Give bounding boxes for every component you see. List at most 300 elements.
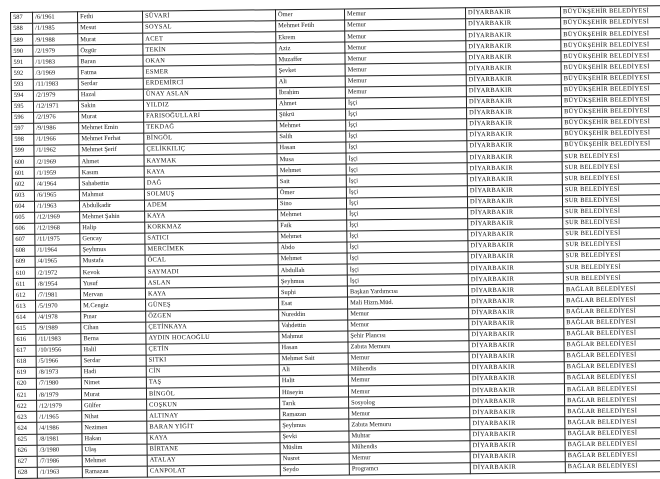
father-name-cell: Ramazan [280, 408, 349, 420]
first-name-cell: Mehmet Şerif [79, 144, 144, 156]
province-cell: DİYARBAKIR [469, 373, 564, 385]
birth-date-cell: /1/1963 [34, 200, 79, 212]
province-cell: DİYARBAKIR [466, 29, 561, 41]
row-number-cell: 601 [12, 168, 34, 179]
surname-cell: AYDIN HOCAOĞLU [146, 331, 279, 343]
position-cell: Memur [349, 407, 470, 419]
birth-date-cell: /1/1962 [34, 145, 79, 157]
province-cell: DİYARBAKIR [467, 151, 562, 163]
row-number-cell: 627 [15, 456, 37, 467]
birth-date-cell: /1/1985 [33, 23, 78, 35]
surname-cell: ASLAN [145, 276, 278, 288]
father-name-cell: Ahmet [276, 98, 345, 110]
position-cell: Mali Hizm.Müd. [348, 296, 469, 308]
province-cell: DİYARBAKIR [467, 118, 562, 130]
father-name-cell: Mehmet [278, 231, 347, 243]
father-name-cell: Hüseyin [279, 386, 348, 398]
first-name-cell: Mahmut [79, 189, 144, 201]
surname-cell: YILDIZ [143, 98, 276, 110]
surname-cell: SOLMUŞ [144, 187, 277, 199]
surname-cell: TEKDAĞ [144, 121, 277, 133]
province-cell: DİYARBAKIR [469, 362, 564, 374]
surname-cell: KORKMAZ [145, 220, 278, 232]
first-name-cell: Hakan [82, 433, 147, 445]
row-number-cell: 619 [14, 367, 36, 378]
row-number-cell: 591 [11, 57, 33, 68]
row-number-cell: 620 [14, 378, 36, 389]
surname-cell: SAYMADI [145, 265, 278, 277]
position-cell: İşçi [347, 252, 468, 264]
surname-cell: SÜVARİ [142, 10, 275, 22]
province-cell: DİYARBAKIR [469, 384, 564, 396]
position-cell: Memur [348, 374, 469, 386]
surname-cell: BİNGÖL [146, 387, 279, 399]
first-name-cell: Gülfer [82, 399, 147, 411]
position-cell: Memur [345, 74, 466, 86]
institution-cell: BAĞLAR BELEDİYESİ [565, 460, 660, 472]
institution-cell: BÜYÜKŞEHİR BELEDİYESİ [562, 139, 660, 151]
row-number-cell: 608 [13, 245, 35, 256]
first-name-cell: Mervan [80, 288, 145, 300]
province-cell: DİYARBAKIR [468, 262, 563, 274]
institution-cell: BÜYÜKŞEHİR BELEDİYESİ [562, 117, 660, 129]
province-cell: DİYARBAKIR [467, 107, 562, 119]
institution-cell: BAĞLAR BELEDİYESİ [564, 349, 660, 361]
first-name-cell: Hadi [81, 366, 146, 378]
surname-cell: ESMER [143, 65, 276, 77]
institution-cell: BÜYÜKŞEHİR BELEDİYESİ [561, 39, 660, 51]
birth-date-cell: /6/1961 [33, 12, 78, 24]
institution-cell: BAĞLAR BELEDİYESİ [565, 449, 660, 461]
birth-date-cell: /5/1966 [36, 356, 81, 368]
father-name-cell: Mehmet Fetih [276, 20, 345, 32]
province-cell: DİYARBAKIR [466, 51, 561, 63]
father-name-cell: Abdo [278, 242, 347, 254]
row-number-cell: 599 [12, 145, 34, 156]
province-cell: DİYARBAKIR [470, 395, 565, 407]
birth-date-cell: /1/1964 [35, 245, 80, 257]
surname-cell: CİN [146, 365, 279, 377]
row-number-cell: 596 [12, 112, 34, 123]
surname-cell: ÇETİN [146, 343, 279, 355]
institution-cell: BÜYÜKŞEHİR BELEDİYESİ [562, 105, 660, 117]
first-name-cell: Mehmet Şahin [80, 211, 145, 223]
position-cell: Memur [345, 41, 466, 53]
surname-cell: CANPOLAT [147, 465, 280, 477]
province-cell: DİYARBAKIR [467, 140, 562, 152]
first-name-cell: Ahmet [79, 155, 144, 167]
birth-date-cell: /1/1959 [34, 167, 79, 179]
row-number-cell: 594 [11, 90, 33, 101]
surname-cell: KAYA [147, 431, 280, 443]
surname-cell: ÇETİNKAYA [146, 320, 279, 332]
father-name-cell: Ali [276, 76, 345, 88]
birth-date-cell: /11/1983 [33, 78, 78, 90]
birth-date-cell: /7/1981 [35, 289, 80, 301]
first-name-cell: Abdulkadir [79, 200, 144, 212]
first-name-cell: Mustafa [80, 255, 145, 267]
institution-cell: BAĞLAR BELEDİYESİ [564, 316, 660, 328]
row-number-cell: 606 [13, 223, 35, 234]
surname-cell: MERCİMEK [145, 243, 278, 255]
institution-cell: BÜYÜKŞEHİR BELEDİYESİ [561, 28, 660, 40]
first-name-cell: Pınar [81, 311, 146, 323]
position-cell: Sosyolog [349, 396, 470, 408]
first-name-cell: Yusuf [80, 277, 145, 289]
institution-cell: BÜYÜKŞEHİR BELEDİYESİ [560, 6, 660, 18]
position-cell: Şehir Plancısı [348, 329, 469, 341]
father-name-cell: Ömer [277, 186, 346, 198]
father-name-cell: Hasan [279, 342, 348, 354]
birth-date-cell: /8/1979 [36, 389, 81, 401]
position-cell: İşçi [347, 230, 468, 242]
institution-cell: SUR BELEDİYESİ [563, 250, 660, 262]
position-cell: Zabıta Memuru [349, 418, 470, 430]
first-name-cell: Mehmet [82, 455, 147, 467]
surname-cell: BARAN YİĞİT [147, 420, 280, 432]
institution-cell: SUR BELEDİYESİ [562, 183, 660, 195]
surname-cell: KAYMAK [144, 154, 277, 166]
row-number-cell: 623 [15, 412, 37, 423]
birth-date-cell: /7/1980 [36, 378, 81, 390]
table-body [11, 6, 660, 479]
row-number-cell: 628 [15, 467, 37, 478]
father-name-cell: Muzaffer [276, 53, 345, 65]
position-cell: Zabıta Memuru [348, 341, 469, 353]
first-name-cell: Cihan [81, 322, 146, 334]
surname-cell: KAYA [144, 165, 277, 177]
province-cell: DİYARBAKIR [468, 273, 563, 285]
row-number-cell: 605 [13, 212, 35, 223]
document-page [10, 5, 659, 479]
province-cell: DİYARBAKIR [466, 18, 561, 30]
institution-cell: BÜYÜKŞEHİR BELEDİYESİ [561, 83, 660, 95]
birth-date-cell: /7/1986 [37, 456, 82, 468]
row-number-cell: 624 [15, 423, 37, 434]
province-cell: DİYARBAKIR [467, 173, 562, 185]
birth-date-cell: /12/1969 [35, 211, 80, 223]
row-number-cell: 610 [13, 267, 35, 278]
position-cell: İşçi [346, 130, 467, 142]
father-name-cell: Aziz [276, 42, 345, 54]
institution-cell: BÜYÜKŞEHİR BELEDİYESİ [561, 61, 660, 73]
position-cell: Memur [349, 451, 470, 463]
province-cell: DİYARBAKIR [470, 406, 565, 418]
position-cell: İşçi [346, 152, 467, 164]
position-cell: İşçi [345, 96, 466, 108]
father-name-cell: Nusret [280, 453, 349, 465]
province-cell: DİYARBAKIR [469, 351, 564, 363]
position-cell: Memur [345, 52, 466, 64]
father-name-cell: Esat [279, 297, 348, 309]
position-cell: Programcı [349, 463, 470, 475]
province-cell: DİYARBAKIR [467, 162, 562, 174]
surname-cell: OKAN [143, 54, 276, 66]
position-cell: Memur [348, 307, 469, 319]
birth-date-cell: /4/1965 [35, 256, 80, 268]
first-name-cell: M.Cengiz [81, 300, 146, 312]
province-cell: DİYARBAKIR [466, 84, 561, 96]
province-cell: DİYARBAKIR [466, 95, 561, 107]
first-name-cell: Sakin [78, 100, 143, 112]
first-name-cell: Hazal [78, 89, 143, 101]
surname-cell: GÜNEŞ [146, 298, 279, 310]
institution-cell: BAĞLAR BELEDİYESİ [565, 427, 660, 439]
row-number-cell: 609 [13, 256, 35, 267]
row-number-cell: 622 [15, 401, 37, 412]
first-name-cell: Ramazan [82, 466, 147, 478]
row-number-cell: 588 [11, 23, 33, 34]
position-cell: İşçi [346, 108, 467, 120]
birth-date-cell: /2/1972 [35, 267, 80, 279]
position-cell: Memur [345, 63, 466, 75]
birth-date-cell: /12/1971 [33, 101, 78, 113]
position-cell: Memur [345, 85, 466, 97]
first-name-cell: Mesut [78, 22, 143, 34]
surname-cell: ÇELİKKILIÇ [144, 143, 277, 155]
father-name-cell: Hasan [277, 142, 346, 154]
row-number-cell: 611 [13, 278, 35, 289]
father-name-cell: Mahmut [279, 331, 348, 343]
position-cell: İşçi [347, 263, 468, 275]
birth-date-cell: /10/1956 [36, 345, 81, 357]
first-name-cell: Nimet [81, 377, 146, 389]
institution-cell: BAĞLAR BELEDİYESİ [564, 338, 660, 350]
first-name-cell: Şeyhmus [80, 244, 145, 256]
institution-cell: BAĞLAR BELEDİYESİ [565, 438, 660, 450]
first-name-cell: Murat [81, 388, 146, 400]
birth-date-cell: /8/1973 [36, 367, 81, 379]
row-number-cell: 598 [12, 134, 34, 145]
surname-cell: ADEM [144, 198, 277, 210]
province-cell: DİYARBAKIR [468, 229, 563, 241]
first-name-cell: Sahabettin [79, 178, 144, 190]
father-name-cell: Sait [277, 175, 346, 187]
position-cell: Başkan Yardımcısı [347, 285, 468, 297]
institution-cell: BAĞLAR BELEDİYESİ [563, 294, 660, 306]
position-cell: İşçi [346, 119, 467, 131]
first-name-cell: Serdar [81, 355, 146, 367]
province-cell: DİYARBAKIR [465, 7, 560, 19]
father-name-cell: Salih [277, 131, 346, 143]
institution-cell: BÜYÜKŞEHİR BELEDİYESİ [562, 128, 660, 140]
position-cell: Mühendis [349, 440, 470, 452]
birth-date-cell: /12/1979 [37, 400, 82, 412]
surname-cell: SOYSAL [143, 21, 276, 33]
row-number-cell: 618 [14, 356, 36, 367]
institution-cell: SUR BELEDİYESİ [563, 205, 660, 217]
father-name-cell: Mehmet [277, 164, 346, 176]
birth-date-cell: /3/1969 [33, 67, 78, 79]
province-cell: DİYARBAKIR [469, 295, 564, 307]
first-name-cell: Berna [81, 333, 146, 345]
row-number-cell: 602 [12, 179, 34, 190]
father-name-cell: Abdullah [278, 264, 347, 276]
birth-date-cell: /1/1966 [34, 134, 79, 146]
first-name-cell: Halil [81, 344, 146, 356]
institution-cell: BÜYÜKŞEHİR BELEDİYESİ [561, 50, 660, 62]
first-name-cell: Mehmet Emin [79, 122, 144, 134]
surname-cell: KAYA [145, 209, 278, 221]
province-cell: DİYARBAKIR [470, 450, 565, 462]
birth-date-cell: /6/1965 [34, 189, 79, 201]
birth-date-cell: /2/1979 [33, 89, 78, 101]
row-number-cell: 616 [14, 334, 36, 345]
father-name-cell: Musa [277, 153, 346, 165]
province-cell: DİYARBAKIR [466, 73, 561, 85]
province-cell: DİYARBAKIR [470, 462, 565, 474]
father-name-cell: Ömer [275, 9, 344, 21]
position-cell: Muhtar [349, 429, 470, 441]
first-name-cell: Halip [80, 222, 145, 234]
row-number-cell: 626 [15, 445, 37, 456]
position-cell: Memur [348, 385, 469, 397]
row-number-cell: 621 [14, 389, 36, 400]
birth-date-cell: /11/1975 [35, 234, 80, 246]
row-number-cell: 597 [12, 123, 34, 134]
first-name-cell: Kasım [79, 166, 144, 178]
institution-cell: BAĞLAR BELEDİYESİ [563, 283, 660, 295]
institution-cell: BÜYÜKŞEHİR BELEDİYESİ [561, 72, 660, 84]
institution-cell: BAĞLAR BELEDİYESİ [564, 361, 660, 373]
first-name-cell: Fatma [78, 67, 143, 79]
position-cell: Memur [344, 8, 465, 20]
surname-cell: DAĞ [144, 176, 277, 188]
birth-date-cell: /5/1970 [36, 300, 81, 312]
first-name-cell: Fethi [78, 11, 143, 23]
father-name-cell: Mehmet [278, 253, 347, 265]
position-cell: İşçi [346, 185, 467, 197]
row-number-cell: 614 [14, 312, 36, 323]
province-cell: DİYARBAKIR [466, 40, 561, 52]
first-name-cell: Ulaş [82, 444, 147, 456]
institution-cell: BÜYÜKŞEHİR BELEDİYESİ [561, 94, 660, 106]
province-cell: DİYARBAKIR [468, 251, 563, 263]
row-number-cell: 625 [15, 434, 37, 445]
row-number-cell: 612 [13, 290, 35, 301]
father-name-cell: Faik [278, 220, 347, 232]
first-name-cell: Kevok [80, 266, 145, 278]
row-number-cell: 595 [11, 101, 33, 112]
row-number-cell: 589 [11, 34, 33, 45]
province-cell: DİYARBAKIR [470, 428, 565, 440]
institution-cell: BAĞLAR BELEDİYESİ [564, 383, 660, 395]
position-cell: İşçi [347, 241, 468, 253]
birth-date-cell: /9/1988 [33, 34, 78, 46]
first-name-cell: Gencay [80, 233, 145, 245]
province-cell: DİYARBAKIR [470, 439, 565, 451]
position-cell: İşçi [346, 174, 467, 186]
province-cell: DİYARBAKIR [467, 195, 562, 207]
province-cell: DİYARBAKIR [470, 417, 565, 429]
surname-cell: FARISOĞULLARI [144, 110, 277, 122]
birth-date-cell: /11/1983 [36, 333, 81, 345]
institution-cell: BAĞLAR BELEDİYESİ [565, 394, 660, 406]
surname-cell: SATICI [145, 232, 278, 244]
birth-date-cell: /1/1965 [37, 411, 82, 423]
father-name-cell: Tarık [280, 397, 349, 409]
birth-date-cell: /2/1976 [34, 112, 79, 124]
province-cell: DİYARBAKIR [467, 129, 562, 141]
row-number-cell: 603 [12, 190, 34, 201]
birth-date-cell: /8/1954 [35, 278, 80, 290]
first-name-cell: Nezimen [82, 422, 147, 434]
surname-cell: BİRTANE [147, 442, 280, 454]
institution-cell: SUR BELEDİYESİ [563, 272, 660, 284]
institution-cell: SUR BELEDİYESİ [563, 227, 660, 239]
father-name-cell: Mehmet [278, 209, 347, 221]
province-cell: DİYARBAKIR [466, 62, 561, 74]
birth-date-cell: /4/1986 [37, 422, 82, 434]
institution-cell: SUR BELEDİYESİ [562, 172, 660, 184]
surname-cell: ACET [143, 32, 276, 44]
province-cell: DİYARBAKIR [468, 240, 563, 252]
surname-cell: SITKI [146, 354, 279, 366]
institution-cell: BAĞLAR BELEDİYESİ [564, 372, 660, 384]
position-cell: İşçi [346, 141, 467, 153]
province-cell: DİYARBAKIR [469, 306, 564, 318]
father-name-cell: Mehmet Sait [279, 353, 348, 365]
first-name-cell: Serdar [78, 78, 143, 90]
institution-cell: BAĞLAR BELEDİYESİ [564, 305, 660, 317]
father-name-cell: Şevki [280, 431, 349, 443]
surname-cell: TAŞ [146, 376, 279, 388]
province-cell: DİYARBAKIR [467, 184, 562, 196]
row-number-cell: 592 [11, 68, 33, 79]
row-number-cell: 615 [14, 323, 36, 334]
surname-cell: ÖCAL [145, 254, 278, 266]
first-name-cell: Murat [78, 33, 143, 45]
province-cell: DİYARBAKIR [469, 340, 564, 352]
father-name-cell: Nureddin [279, 309, 348, 321]
position-cell: Memur [345, 30, 466, 42]
position-cell: İşçi [347, 207, 468, 219]
birth-date-cell: /4/1978 [36, 311, 81, 323]
position-cell: İşçi [347, 274, 468, 286]
province-cell: DİYARBAKIR [469, 328, 564, 340]
father-name-cell: Şeyhmus [280, 419, 349, 431]
surname-cell: ALTINAY [147, 409, 280, 421]
birth-date-cell: /1/1963 [37, 467, 82, 479]
surname-cell: ATALAY [147, 453, 280, 465]
surname-cell: ÜNAY ASLAN [143, 87, 276, 99]
surname-cell: ERDEMİRCİ [143, 76, 276, 88]
birth-date-cell: /8/1981 [37, 433, 82, 445]
birth-date-cell: /2/1979 [33, 45, 78, 57]
birth-date-cell: /1/1983 [33, 56, 78, 68]
father-name-cell: Ekrem [276, 31, 345, 43]
row-number-cell: 617 [14, 345, 36, 356]
first-name-cell: Murat [79, 111, 144, 123]
row-number-cell: 600 [12, 156, 34, 167]
row-number-cell: 587 [11, 12, 33, 23]
row-number-cell: 590 [11, 46, 33, 57]
birth-date-cell: /4/1964 [34, 178, 79, 190]
first-name-cell: Baran [78, 55, 143, 67]
institution-cell: SUR BELEDİYESİ [563, 216, 660, 228]
position-cell: İşçi [346, 196, 467, 208]
father-name-cell: Vahdettin [279, 320, 348, 332]
institution-cell: SUR BELEDİYESİ [563, 261, 660, 273]
province-cell: DİYARBAKIR [468, 206, 563, 218]
institution-cell: BAĞLAR BELEDİYESİ [564, 327, 660, 339]
position-cell: İşçi [346, 163, 467, 175]
birth-date-cell: /3/1980 [37, 444, 82, 456]
first-name-cell: Özgür [78, 44, 143, 56]
institution-cell: BAĞLAR BELEDİYESİ [565, 416, 660, 428]
father-name-cell: Müslim [280, 442, 349, 454]
birth-date-cell: /2/1969 [34, 156, 79, 168]
